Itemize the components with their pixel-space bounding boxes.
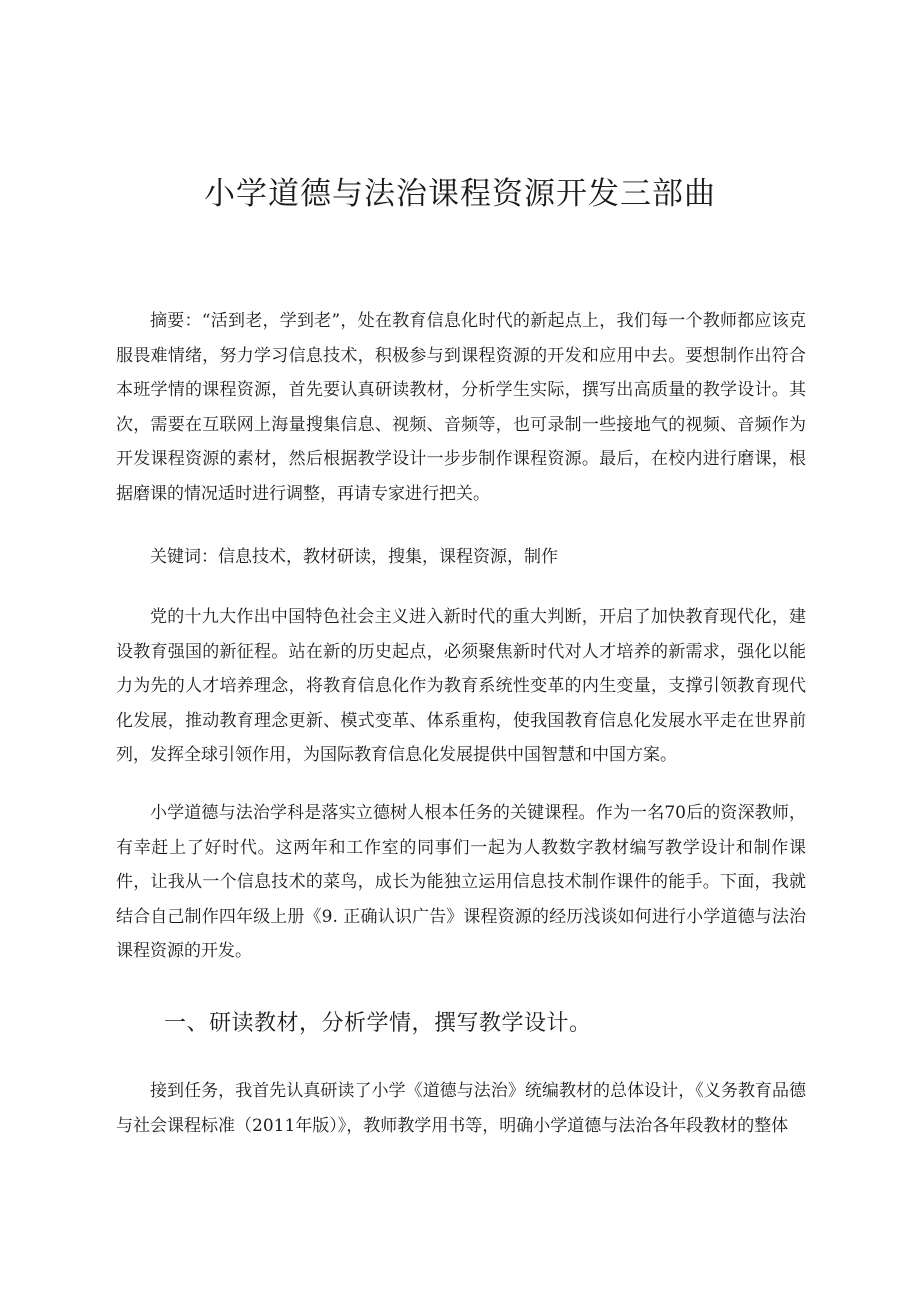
intro-paragraph-2: 小学道德与法治学科是落实立德树人根本任务的关键课程。作为一名70后的资深教师，有幸赶上了好时代。这两年和工作室的同事们一起为人教数字教材编写教学设计和制作课件，让我从一个信息技术的菜鸟，成长为能独立运用信息技术制作课件的能手。下面，我就结合自己制作四年级上册《9. 正确认识广告》课程资源的经历浅谈如何进行小学道德与法治课程资源的开发。 [116, 803, 806, 961]
intro-paragraph-1: 党的十九大作出中国特色社会主义进入新时代的重大判断，开启了加快教育现代化，建设教育强国的新征程。站在新的历史起点，必须聚焦新时代对人才培养的新需求，强化以能力为先的人才培养理念，将教育信息化作为教育系统性变革的内生变量，支撑引领教育现代化发展，推动教育理念更新、模式变革、体系重构，使我国教育信息化发展水平走在世界前列，发挥全球引领作用，为国际教育信息化发展提供中国智慧和中国方案。 [116, 607, 806, 765]
document-title: 小学道德与法治课程资源开发三部曲 [204, 176, 716, 212]
keywords-paragraph: 关键词：信息技术，教材研读，搜集，课程资源，制作 [150, 547, 558, 567]
section-1-heading: 一、研读教材，分析学情，撰写教学设计。 [164, 1011, 592, 1036]
abstract-paragraph: 摘要：“活到老，学到老”，处在教育信息化时代的新起点上，我们每一个教师都应该克服畏难情绪，努力学习信息技术，积极参与到课程资源的开发和应用中去。要想制作出符合本班学情的课程资源，首先要认真研读教材，分析学生实际，撰写出高质量的教学设计。其次，需要在互联网上海量搜集信息、视频、音频等，也可录制一些接地气的视频、音频作为开发课程资源的素材，然后根据教学设计一步步制作课程资源。最后，在校内进行磨课，根据磨课的情况适时进行调整，再请专家进行把关。 [116, 311, 806, 504]
section-1-paragraph-1: 接到任务，我首先认真研读了小学《道德与法治》统编教材的总体设计，《义务教育品德与社会课程标准（2011年版）》，教师教学用书等，明确小学道德与法治各年段教材的整体 [116, 1081, 806, 1136]
